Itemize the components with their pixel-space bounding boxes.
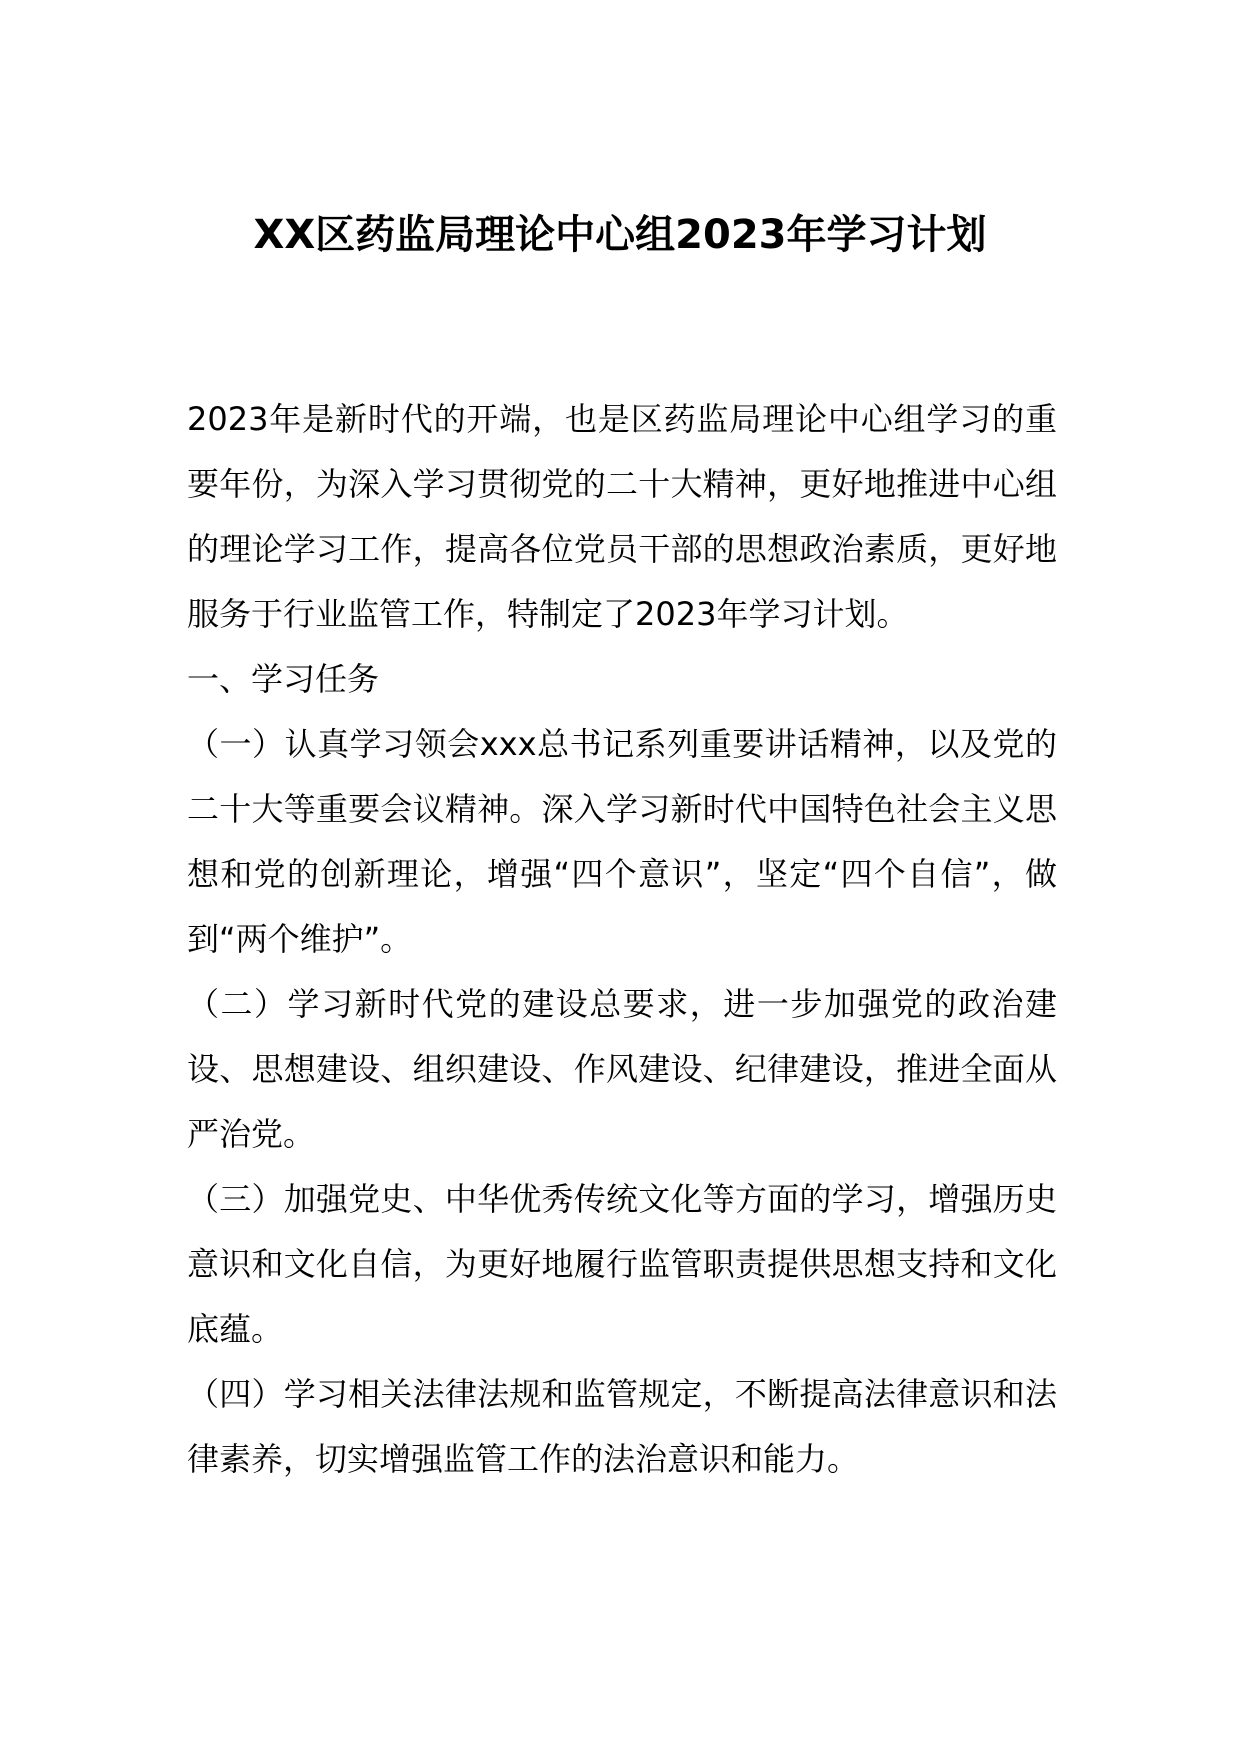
task-item-4: （四）学习相关法律法规和监管规定，不断提高法律意识和法律素养，切实增强监管工作的法治意识和能力。 [187,1375,1057,1478]
document-body [187,387,1057,1492]
task-item-1: （一）认真学习领会xxx总书记系列重要讲话精神，以及党的二十大等重要会议精神。深入学习新时代中国特色社会主义思想和党的创新理论，增强“四个意识”，坚定“四个自信”，做到“两个维护”。 [187,725,1057,958]
section-heading-study-tasks: 一、学习任务 [187,660,380,698]
intro-paragraph: 2023年是新时代的开端，也是区药监局理论中心组学习的重要年份，为深入学习贯彻党的二十大精神，更好地推进中心组的理论学习工作，提高各位党员干部的思想政治素质，更好地服务于行业监管工作，特制定了2023年学习计划。 [187,400,1057,633]
task-item-2: （二）学习新时代党的建设总要求，进一步加强党的政治建设、思想建设、组织建设、作风建设、纪律建设，推进全面从严治党。 [187,985,1057,1153]
document-title: XX区药监局理论中心组2023年学习计划 [253,212,987,258]
task-item-3: （三）加强党史、中华优秀传统文化等方面的学习，增强历史意识和文化自信，为更好地履行监管职责提供思想支持和文化底蕴。 [187,1180,1057,1348]
